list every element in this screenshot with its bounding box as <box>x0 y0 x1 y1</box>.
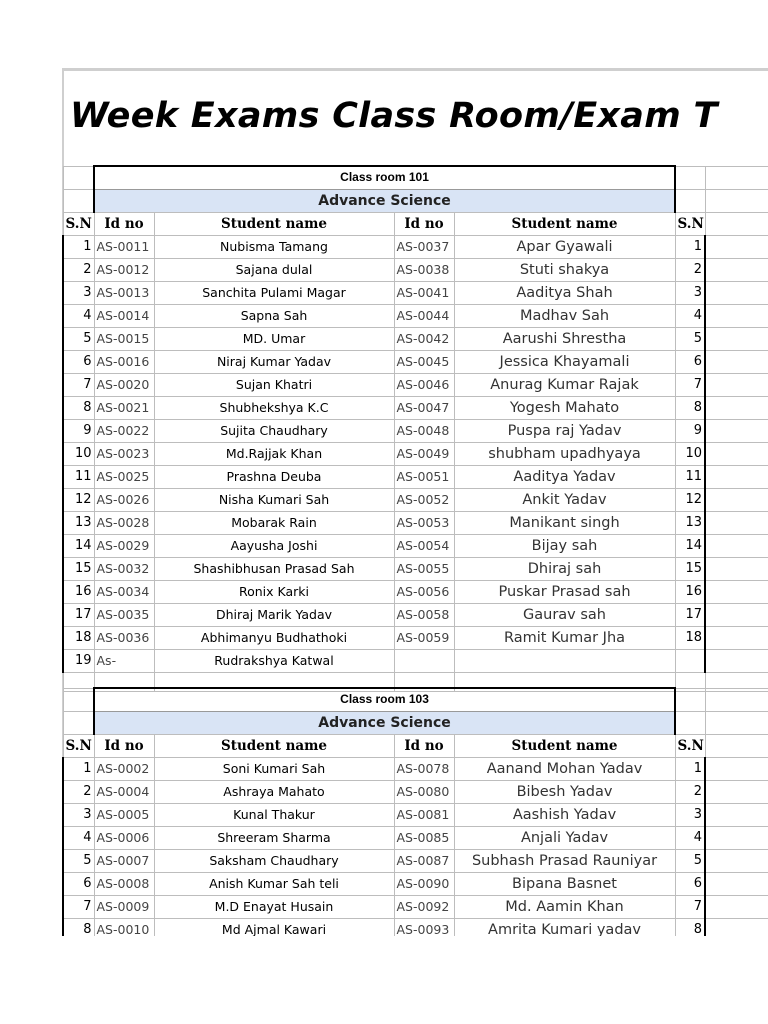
student-name: Sujan Khatri <box>154 373 394 396</box>
student-id: AS-0012 <box>94 258 154 281</box>
student-id-2: AS-0038 <box>394 258 454 281</box>
student-name: Shreeram Sharma <box>154 826 394 849</box>
serial-number-2: 1 <box>675 235 705 258</box>
serial-number-2: 2 <box>675 780 705 803</box>
room-table-103 <box>62 687 768 936</box>
student-name: Saksham Chaudhary <box>154 849 394 872</box>
student-name-2: Stuti shakya <box>454 258 675 281</box>
student-name-2: Anurag Kumar Rajak <box>454 373 675 396</box>
empty-cell <box>705 603 768 626</box>
serial-number-2: 14 <box>675 534 705 557</box>
empty-cell <box>705 350 768 373</box>
student-id-2: AS-0093 <box>394 918 454 936</box>
serial-number: 2 <box>63 258 94 281</box>
table-row <box>63 373 768 396</box>
student-id: AS-0020 <box>94 373 154 396</box>
table-row <box>63 396 768 419</box>
student-name: MD. Umar <box>154 327 394 350</box>
student-name: Shashibhusan Prasad Sah <box>154 557 394 580</box>
serial-number-2: 16 <box>675 580 705 603</box>
empty-cell <box>705 872 768 895</box>
serial-number-2: 13 <box>675 511 705 534</box>
empty-cell <box>705 826 768 849</box>
table-row <box>63 626 768 649</box>
empty-cell <box>705 580 768 603</box>
empty-cell <box>705 488 768 511</box>
serial-number: 15 <box>63 557 94 580</box>
serial-number: 4 <box>63 304 94 327</box>
empty-cell <box>63 166 94 189</box>
student-name-2: Yogesh Mahato <box>454 396 675 419</box>
student-id: AS-0014 <box>94 304 154 327</box>
student-name: Ashraya Mahato <box>154 780 394 803</box>
student-id-2 <box>394 649 454 672</box>
empty-cell <box>705 918 768 936</box>
student-name-2: Aaditya Shah <box>454 281 675 304</box>
header-id-no: Id no <box>94 212 154 235</box>
empty-cell <box>705 711 768 734</box>
serial-number-2 <box>675 649 705 672</box>
student-id: AS-0006 <box>94 826 154 849</box>
student-name: Sanchita Pulami Magar <box>154 281 394 304</box>
student-id: AS-0016 <box>94 350 154 373</box>
student-name: Aayusha Joshi <box>154 534 394 557</box>
student-id-2: AS-0081 <box>394 803 454 826</box>
empty-cell <box>675 166 705 189</box>
empty-cell <box>705 757 768 780</box>
student-id: AS-0008 <box>94 872 154 895</box>
table-row <box>63 872 768 895</box>
student-name: Abhimanyu Budhathoki <box>154 626 394 649</box>
table-row <box>63 826 768 849</box>
student-name: M.D Enayat Husain <box>154 895 394 918</box>
header-sn: S.N <box>63 734 94 757</box>
serial-number-2: 6 <box>675 872 705 895</box>
student-name-2: shubham upadhyaya <box>454 442 675 465</box>
student-name: Md.Rajjak Khan <box>154 442 394 465</box>
student-id-2: AS-0056 <box>394 580 454 603</box>
empty-cell <box>705 327 768 350</box>
subject-row <box>63 189 768 212</box>
table-row <box>63 419 768 442</box>
table-row <box>63 895 768 918</box>
student-name-2: Apar Gyawali <box>454 235 675 258</box>
serial-number: 7 <box>63 373 94 396</box>
student-id: AS-0004 <box>94 780 154 803</box>
student-name: Dhiraj Marik Yadav <box>154 603 394 626</box>
empty-cell <box>705 373 768 396</box>
student-name-2: Amrita Kumari yadav <box>454 918 675 936</box>
empty-cell <box>705 649 768 672</box>
empty-cell <box>705 258 768 281</box>
student-id-2: AS-0078 <box>394 757 454 780</box>
student-id: AS-0023 <box>94 442 154 465</box>
student-id-2: AS-0085 <box>394 826 454 849</box>
header-student-name-2: Student name <box>454 734 675 757</box>
table-row <box>63 281 768 304</box>
student-id-2: AS-0044 <box>394 304 454 327</box>
student-name-2: Puspa raj Yadav <box>454 419 675 442</box>
student-id-2: AS-0045 <box>394 350 454 373</box>
serial-number: 11 <box>63 465 94 488</box>
table-row <box>63 757 768 780</box>
student-id: AS-0010 <box>94 918 154 936</box>
student-id-2: AS-0053 <box>394 511 454 534</box>
empty-cell <box>705 419 768 442</box>
header-sn-2: S.N <box>675 212 705 235</box>
serial-number-2: 3 <box>675 803 705 826</box>
sheet-top-border <box>62 68 768 71</box>
subject-row <box>63 711 768 734</box>
student-id: AS-0029 <box>94 534 154 557</box>
serial-number: 6 <box>63 872 94 895</box>
table-row <box>63 803 768 826</box>
student-name: Sujita Chaudhary <box>154 419 394 442</box>
empty-cell <box>705 166 768 189</box>
table-row <box>63 442 768 465</box>
student-id: AS-0026 <box>94 488 154 511</box>
table-row <box>63 649 768 672</box>
table-row <box>63 534 768 557</box>
table-row <box>63 557 768 580</box>
table-row <box>63 327 768 350</box>
serial-number: 19 <box>63 649 94 672</box>
serial-number: 9 <box>63 419 94 442</box>
empty-cell <box>705 212 768 235</box>
student-id-2: AS-0046 <box>394 373 454 396</box>
empty-cell <box>705 849 768 872</box>
student-id: AS-0009 <box>94 895 154 918</box>
student-id: AS-0007 <box>94 849 154 872</box>
student-id: AS-0022 <box>94 419 154 442</box>
empty-cell <box>705 780 768 803</box>
empty-cell <box>705 534 768 557</box>
subject-label: Advance Science <box>94 189 675 212</box>
serial-number: 1 <box>63 235 94 258</box>
room-table-101 <box>62 165 768 692</box>
student-name: Md Ajmal Kawari <box>154 918 394 936</box>
table-row <box>63 580 768 603</box>
student-id-2: AS-0041 <box>394 281 454 304</box>
serial-number: 5 <box>63 849 94 872</box>
student-name-2: Ramit Kumar Jha <box>454 626 675 649</box>
header-student-name: Student name <box>154 734 394 757</box>
student-name-2: Anjali Yadav <box>454 826 675 849</box>
serial-number-2: 5 <box>675 849 705 872</box>
spreadsheet-page <box>62 68 768 936</box>
student-id: AS-0028 <box>94 511 154 534</box>
header-sn-2: S.N <box>675 734 705 757</box>
serial-number-2: 8 <box>675 396 705 419</box>
student-name: Rudrakshya Katwal <box>154 649 394 672</box>
header-sn: S.N <box>63 212 94 235</box>
student-name: Niraj Kumar Yadav <box>154 350 394 373</box>
student-id-2: AS-0090 <box>394 872 454 895</box>
empty-cell <box>675 688 705 711</box>
student-name: Prashna Deuba <box>154 465 394 488</box>
student-name: Soni Kumari Sah <box>154 757 394 780</box>
student-name-2: Ankit Yadav <box>454 488 675 511</box>
student-name-2: Puskar Prasad sah <box>454 580 675 603</box>
table-row <box>63 511 768 534</box>
empty-cell <box>675 711 705 734</box>
serial-number-2: 5 <box>675 327 705 350</box>
serial-number: 8 <box>63 918 94 936</box>
student-id: AS-0002 <box>94 757 154 780</box>
student-id: AS-0036 <box>94 626 154 649</box>
student-name-2: Md. Aamin Khan <box>454 895 675 918</box>
student-id-2: AS-0052 <box>394 488 454 511</box>
serial-number-2: 6 <box>675 350 705 373</box>
table-row <box>63 603 768 626</box>
serial-number: 17 <box>63 603 94 626</box>
page-title: Week Exams Class Room/Exam T <box>70 96 718 136</box>
student-id-2: AS-0049 <box>394 442 454 465</box>
student-id-2: AS-0059 <box>394 626 454 649</box>
student-id: As- <box>94 649 154 672</box>
serial-number: 2 <box>63 780 94 803</box>
student-name-2: Aaditya Yadav <box>454 465 675 488</box>
empty-cell <box>705 734 768 757</box>
empty-cell <box>675 189 705 212</box>
student-id: AS-0015 <box>94 327 154 350</box>
class-room-label: Class room 103 <box>94 688 675 711</box>
empty-cell <box>63 189 94 212</box>
empty-cell <box>705 396 768 419</box>
student-id: AS-0005 <box>94 803 154 826</box>
serial-number: 10 <box>63 442 94 465</box>
student-name-2: Bibesh Yadav <box>454 780 675 803</box>
serial-number-2: 18 <box>675 626 705 649</box>
table-row <box>63 258 768 281</box>
student-id-2: AS-0037 <box>394 235 454 258</box>
serial-number-2: 2 <box>675 258 705 281</box>
serial-number-2: 11 <box>675 465 705 488</box>
class-room-row <box>63 166 768 189</box>
empty-cell <box>705 511 768 534</box>
student-name-2: Manikant singh <box>454 511 675 534</box>
student-name-2: Dhiraj sah <box>454 557 675 580</box>
student-name: Shubhekshya K.C <box>154 396 394 419</box>
student-name-2 <box>454 649 675 672</box>
empty-cell <box>63 711 94 734</box>
serial-number: 7 <box>63 895 94 918</box>
student-name: Sajana dulal <box>154 258 394 281</box>
table-row <box>63 488 768 511</box>
student-name-2: Madhav Sah <box>454 304 675 327</box>
student-name-2: Aashish Yadav <box>454 803 675 826</box>
header-student-name-2: Student name <box>454 212 675 235</box>
serial-number: 12 <box>63 488 94 511</box>
student-id-2: AS-0054 <box>394 534 454 557</box>
table-row <box>63 918 768 936</box>
serial-number-2: 9 <box>675 419 705 442</box>
student-id-2: AS-0042 <box>394 327 454 350</box>
empty-cell <box>705 557 768 580</box>
empty-cell <box>705 189 768 212</box>
serial-number-2: 10 <box>675 442 705 465</box>
student-id-2: AS-0087 <box>394 849 454 872</box>
serial-number: 5 <box>63 327 94 350</box>
header-row <box>63 212 768 235</box>
serial-number: 6 <box>63 350 94 373</box>
serial-number: 13 <box>63 511 94 534</box>
student-name-2: Gaurav sah <box>454 603 675 626</box>
student-name-2: Jessica Khayamali <box>454 350 675 373</box>
student-name: Mobarak Rain <box>154 511 394 534</box>
serial-number: 16 <box>63 580 94 603</box>
serial-number-2: 1 <box>675 757 705 780</box>
header-id-no: Id no <box>94 734 154 757</box>
student-id-2: AS-0051 <box>394 465 454 488</box>
class-room-label: Class room 101 <box>94 166 675 189</box>
student-name-2: Bijay sah <box>454 534 675 557</box>
empty-cell <box>705 626 768 649</box>
table-row <box>63 304 768 327</box>
serial-number: 4 <box>63 826 94 849</box>
student-name: Anish Kumar Sah teli <box>154 872 394 895</box>
empty-cell <box>63 688 94 711</box>
table-row <box>63 235 768 258</box>
student-id-2: AS-0055 <box>394 557 454 580</box>
serial-number-2: 7 <box>675 895 705 918</box>
serial-number-2: 4 <box>675 826 705 849</box>
serial-number-2: 4 <box>675 304 705 327</box>
table-row <box>63 465 768 488</box>
empty-cell <box>705 281 768 304</box>
student-id: AS-0011 <box>94 235 154 258</box>
student-id-2: AS-0058 <box>394 603 454 626</box>
serial-number-2: 17 <box>675 603 705 626</box>
student-name: Kunal Thakur <box>154 803 394 826</box>
serial-number-2: 8 <box>675 918 705 936</box>
student-name: Nubisma Tamang <box>154 235 394 258</box>
serial-number: 3 <box>63 281 94 304</box>
empty-cell <box>705 803 768 826</box>
class-room-row <box>63 688 768 711</box>
serial-number-2: 12 <box>675 488 705 511</box>
student-name-2: Aanand Mohan Yadav <box>454 757 675 780</box>
student-name-2: Bipana Basnet <box>454 872 675 895</box>
student-name-2: Aarushi Shrestha <box>454 327 675 350</box>
student-id: AS-0035 <box>94 603 154 626</box>
serial-number: 8 <box>63 396 94 419</box>
table-row <box>63 350 768 373</box>
student-id: AS-0021 <box>94 396 154 419</box>
table-row <box>63 849 768 872</box>
header-row <box>63 734 768 757</box>
serial-number-2: 7 <box>675 373 705 396</box>
student-name: Nisha Kumari Sah <box>154 488 394 511</box>
empty-cell <box>705 304 768 327</box>
table-row <box>63 780 768 803</box>
student-id: AS-0034 <box>94 580 154 603</box>
empty-cell <box>705 895 768 918</box>
serial-number: 1 <box>63 757 94 780</box>
student-id-2: AS-0048 <box>394 419 454 442</box>
empty-cell <box>705 235 768 258</box>
subject-label: Advance Science <box>94 711 675 734</box>
student-id-2: AS-0047 <box>394 396 454 419</box>
header-id-no-2: Id no <box>394 212 454 235</box>
empty-cell <box>705 442 768 465</box>
empty-cell <box>705 465 768 488</box>
serial-number-2: 15 <box>675 557 705 580</box>
student-name: Ronix Karki <box>154 580 394 603</box>
serial-number: 18 <box>63 626 94 649</box>
serial-number: 14 <box>63 534 94 557</box>
student-name: Sapna Sah <box>154 304 394 327</box>
student-id: AS-0013 <box>94 281 154 304</box>
serial-number-2: 3 <box>675 281 705 304</box>
student-id: AS-0032 <box>94 557 154 580</box>
student-id-2: AS-0092 <box>394 895 454 918</box>
student-name-2: Subhash Prasad Rauniyar <box>454 849 675 872</box>
serial-number: 3 <box>63 803 94 826</box>
empty-cell <box>705 688 768 711</box>
student-id: AS-0025 <box>94 465 154 488</box>
student-id-2: AS-0080 <box>394 780 454 803</box>
header-student-name: Student name <box>154 212 394 235</box>
header-id-no-2: Id no <box>394 734 454 757</box>
